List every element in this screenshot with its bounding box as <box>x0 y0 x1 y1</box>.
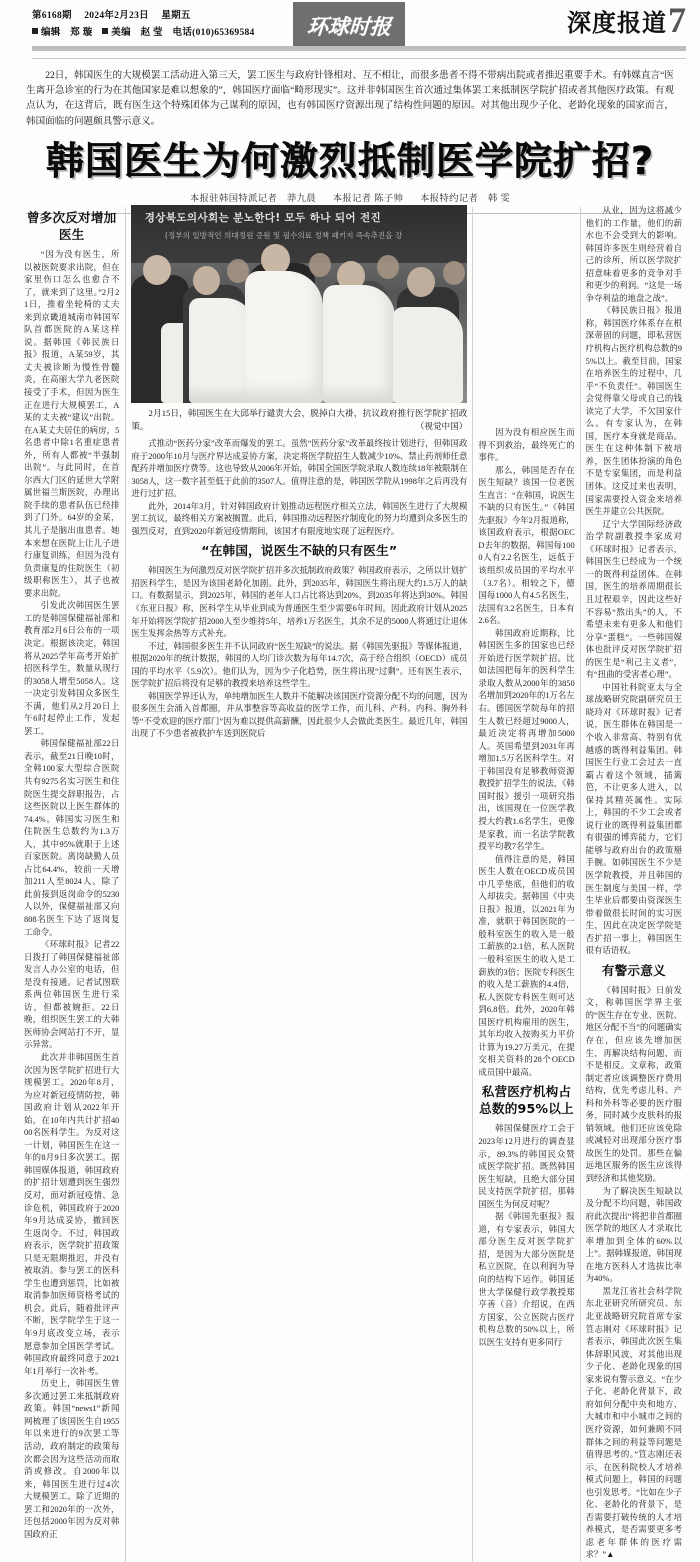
photo-credit: （视觉中国） <box>415 421 468 431</box>
masthead-rule-thin <box>32 58 686 59</box>
column-4 <box>586 205 682 1562</box>
editor-name: 郑 璇 <box>70 27 93 38</box>
paragraph: 《韩国时报》日前发文，称韩国医学界主张的“医生存在专业、医院、地区分配不当”的问题确实存在，但应该先增加医生，再解决结构问题，而不是相反。文章称，政策制定者应该调整医疗费用结构，优先考虑儿科、产科和外科等必要的医疗服务，同时减少皮肤科的报销领域。他们还应该免除或减轻对出现部分医疗事故医生的处罚。那些在偏远地区服务的医生应该得到经济和其他奖励。 <box>585 985 682 1184</box>
headline-block <box>0 138 700 204</box>
photo-banner <box>131 205 467 263</box>
column-1 <box>24 205 120 1562</box>
paragraph: 那么，韩国是否存在医生短缺？该国一位老医生直言：“在韩国，说医生不缺的只有医生。”《韩国先驱报》今年2月报道称，该国政府表示，根据OECD去年的数据，韩国每1000人有2.2名医生，远低于该组织成员国的平均水平（3.7名）。相较之下，德国每1000人有4.5名医生，法国有3.2名医生，日本有2.6名。 <box>478 465 575 626</box>
designer-name: 赵 莹 <box>140 27 163 38</box>
photo-banner-text: 경상북도의사회는 분노한다! 모두 하나 되어 전진 <box>144 212 382 224</box>
paragraph: 此外，2014年3月，针对韩国政府计划推动远程医疗相关立法，韩国医生进行了大规模罢工抗议，最终相关方案被搁置。此后，韩国推动远程医疗制度化的努力均遭到众多医生的强烈反对，直到2020年新冠疫情期间，该国才有限度地实现了远程医疗。 <box>131 501 468 536</box>
photo-head <box>443 261 465 285</box>
editor-label: 编辑 <box>41 27 61 38</box>
bullet-square-icon <box>32 28 38 34</box>
paragraph: 引发此次韩国医生罢工的是韩国保健福祉部和教育部2月6日公布的一项决定。根据该决定，韩国将从2025学年高考开始扩招医科学生，数量从现行的3058人增至5058人。这一决定引发韩国众多医生不满，他们从2月20日上午6时起停止工作，发起罢工。 <box>24 601 120 736</box>
paragraph: 韩国保健福祉部22日表示，截至21日晚10时，全韩100家大型综合医院共有9275名实习医生和住院医生提交辞职报告，占这些医院以上医生群体的74.4%。韩国实习医生和住院医生总数约为1.3万人，其中95%就职于上述百家医院。离岗缺勤人员占比64.4%，较前一天增加211人至8024人。除了此前接到返岗命令的5230人以外，保健福祉部又向808名医生下达了返岗复工命令。 <box>24 739 120 937</box>
byline <box>0 190 700 204</box>
contact-phone: 电话(010)65369584 <box>172 27 255 38</box>
photo-head <box>309 253 331 277</box>
photo-caption <box>131 407 467 433</box>
byline-2: 本报记者 陈子帅 <box>332 193 404 204</box>
paragraph: 此次并非韩国医生首次因为医学院扩招进行大规模罢工。2020年8月，为应对新冠疫情防控，韩国政府计划从2022年开始，在10年内共计扩招4000名医科学生。为反对这一计划，韩国医生在这一年的8月9日多次罢工。据韩国媒体报道，韩国政府的扩招计划遭到医生强烈反对，面对新冠疫情、急诊危机，韩国政府于2020年9月达成妥协，撤回医生返岗令。不过，韩国政府表示，医学院扩招政策只是无限期推迟，并没有被取消。参与罢工的医科学生也遭到惩罚，比如被取消参加医师资格考试的机会。此后，随着批评声不断，医学院学生于这一年9月底改变立场，表示愿意参加全国医学考试。韩国政府最终同意于2021年1月举行一次补考。 <box>24 1053 120 1376</box>
article-body <box>24 205 682 1560</box>
bullet-square-icon-2 <box>102 28 108 34</box>
photo-caption-text: 2月15日，韩国医生在大邱举行谴责大会，脱掉白大褂，抗议政府推行医学院扩招政策。 <box>131 408 468 431</box>
paragraph: 历史上，韩国医生曾多次通过罢工来抵制政府政策。韩国“news1”新闻网梳理了该国医生自1955年以来进行的9次罢工等活动，政府制定的政策每次都会因为这些活动而取消或修改。自2000年以来，韩国医生进行过4次大规模罢工。除了近期的罢工和2020年的一次外，还包括2000年因为反对韩国政府正 <box>24 1379 120 1539</box>
paragraph: 《韩民族日报》报道称，韩国医疗体系存在根深蒂固的问题，即私营医疗机构占医疗机构总数的95%以上。截至目前，国家在培养医生的过程中，几乎“不负责任”。韩国医生会觉得靠父母或自己的钱读完了大学，不欠国家什么。有专家认为，在韩国，医疗本身就是商品。医生在这种体制下被培养，医生团体扮演的角色不是专家集团，而是利益团体。这反过来也表明，国家需要投入资金来培养医生并建立公共医院。 <box>585 306 682 517</box>
section-heading-1: 曾多次反对增加医生 <box>26 210 117 242</box>
paragraph: 中国社科院亚太与全球战略研究院副研究员王晓玲对《环球时报》记者说，医生群体在韩国是一个收入非常高、特别有优越感的既得利益集团。韩国医生行业工会过去一直霸占着这个领域，插篱笆，不让更多人进入，以保持其精英属性。实际上，韩国的不少工会或者说行业的既得利益集团都有很强的博弈能力，它们能够与政府出台的政策掰手腕。如韩国医生不少是医学院教授，并且韩国的医生制度与美国一样，学生毕业后都要由资深医生带着做很长时间的实习医生，因此在决定医学院是否扩招一事上，韩国医生很有话语权。 <box>585 682 682 956</box>
column-2 <box>131 205 467 1562</box>
column-3 <box>478 205 574 1562</box>
paragraph: 因为没有相应医生而得不到救治，最终死亡的事件。 <box>478 428 575 463</box>
section-heading-2: “在韩国，说医生不缺的只有医生” <box>201 543 398 559</box>
paragraph: 韩国医生为何激烈反对医学院扩招并多次抵制政府政策？韩国政府表示，之所以计划扩招医科学生，是因为该国老龄化加剧。此外，到2035年，韩国医生将出现大约1.5万人的缺口。有数据显示，到2025年，韩国的老年人口占比将达到20%，到2035年将达到30%。韩国《东亚日报》称，医科学生从毕业到成为普通医生至少需要6年时间。因此政府计划从2025年开始将医学院扩招2000人至少维持5年，培养1万名医生，其余不足的5000人将通过让退休医生发挥余热等方式补充。 <box>131 566 468 639</box>
photo-spacer <box>478 205 574 427</box>
section-header <box>567 0 686 40</box>
paragraph: 为了解决医生短缺以及分配不均问题，韩国政府此次提出“将把非首都圈医学院的地区人才录取比率增加到全体的60%以上”。据韩媒报道，韩国现在地方医科人才选拔比率为40%。 <box>585 1186 682 1284</box>
issue-number: 第6168期 <box>32 11 72 21</box>
weekday: 星期五 <box>161 11 191 21</box>
lede-paragraph: 22日，韩国医生的大规模罢工活动进入第三天，罢工医生与政府针锋相对、互不相让，而很多患者不得不带病出院或者推迟重要手术。有韩媒直言“医生离开急诊室的行为在其他国家是难以想象的”，韩国医疗面临“畸形现实”。这并非韩国医生首次通过集体罢工来抵制医学院扩招或者其他医疗政策。有观点认为，在这背后，既有医生这个特殊团体为己谋利的原因，也有韩国医疗资源出现了结构性问题的原因。对其他出现少子化、老龄化现象的国家而言，韩国面临的问题颇具警示意义。 <box>26 70 674 127</box>
paper-logo-text: 环球时报 <box>306 15 392 39</box>
section-heading-4: 有警示意义 <box>601 962 666 978</box>
paragraph: 《环球时报》记者22日拨打了韩国保健福祉部发言人办公室的电话，但是没有接通。记者试图联系两位韩国医生进行采访，但都被婉拒。22日晚，组织医生罢工的大韩医师协会网站打不开，显示异常。 <box>24 940 120 1050</box>
paragraph: “因为没有医生，所以被医院要求出院，但在家里伤口怎么也愈合不了，就来到了这里。”2月21日，推着坐轮椅的丈夫来到京畿道城南市韩国军队首都医院的A某这样说。据韩国《韩民族日报》报道，A某59岁，其丈夫被诊断为慢性骨髓炎，在高丽大学九老医院接受了手术，但因为医生正在进行大规模罢工，A某的丈夫被“建议”出院。在A某丈夫居住的病房，5名患者中除1名重症患者外，所有人都被“半强制出院”。与此同时，在首尔西大门区的延世大学附属世福兰斯医院，办理出院手续的患者队伍已经排到了门外。64岁的金某，其儿子是脑出血患者。她本来想在医院上让儿子进行康复训练，但因为没有负责康复的住院医生（初级职称医生），其子也被要求出院。 <box>24 250 120 598</box>
paragraph: 韩国医学界还认为，单纯增加医生人数并不能解决该国医疗资源分配不均的问题，因为很多医生会涌入首都圈，并从事整容等高收益的医学工作，而儿科、产科、内科、胸外科等“不受欢迎的医疗部门”因为难以提供高薪酬，因此很少人会做此类医生。最近几年，韩国出现了不少患者被救护车送到医院后 <box>131 691 468 739</box>
paragraph: 式推动“医药分家”改革而爆发的罢工。虽然“医药分家”改革最终按计划进行，但韩国政府于2000年10月与医疗界达成妥协方案，决定将医学院招生人数减少10%、禁止药剂师任意配药并增加医疗费等。这也导致从2006年开始，韩国全国医学院录取人数连续18年被限制在3058人，这一数字甚至低于此前的3507人。值得注意的是，韩国医学院从1998年之后再没有进行过扩招。 <box>131 439 468 499</box>
photo-coat <box>323 285 395 403</box>
masthead-info <box>32 8 255 41</box>
paragraph: 黑龙江省社会科学院东北亚研究所研究员、东北亚战略研究院首席专家笪志刚对《环球时报》记者表示，韩国此次医生集体辞职风波，对其他出现少子化、老龄化现象的国家来说有警示意义。“在少子化、老龄化背景下，政府如何分配中央和地方、大城市和中小城市之间的医疗资源，如何兼顾不同群体之间的利益等问题是值得思考的。”笪志刚还表示，在医科院校人才培养模式问题上，韩国的问题也引发思考。“比如在少子化、老龄化的背景下，是否需要打破传统的人才培养模式，是否需要更多考虑老年群体的医疗需求？”▲ <box>585 1286 682 1560</box>
paragraph: 韩国政府近期称，比韩国医生多的国家也已经开始进行医学院扩招。比如法国把每年的医科学生录取人数从2000年的3850名增加到2020年的1万名左右。德国医学院每年的招生人数已经超过9000人，最近决定将再增加5000人。英国希望到2031年再增加1.5万名医科学生。对于韩国没有足够教师资源教授扩招学生的说法，《韩国时报》援引一项研究指出，该国现在一位医学教授大约教1.6名学生，更像是家教，而一名法学院教授平均教7名学生。 <box>478 628 575 852</box>
paragraph: 辽宁大学国际经济政治学院副教授李家成对《环球时报》记者表示，韩国医生已经成为一个统一的既得利益团体。在韩国，医生的培养周期很长且过程艰辛，因此这些好不容易“熬出头”的人，不希望未来有更多人和他们分享“蛋糕”。一些韩国媒体也批评反对医学院扩招的医生是“利己主义者”，有“扭曲的受害者心理”。 <box>585 519 682 680</box>
paragraph: 韩国保健医疗工会于2023年12月进行的调查显示，89.3%的韩国民众赞成医学院扩招。既然韩国医生短缺，且绝大部分国民支持医学院扩招，那韩国医生为何反对呢？ <box>478 1124 575 1209</box>
photo-banner-subtext: (정부의 일방적인 의대정원 증원 및 필수의료 정책 패키지 즉속추진을 강 <box>164 231 403 240</box>
paragraph: 值得注意的是，韩国医生人数在OECD成员国中几乎垫底，但他们的收入却拔尖。据韩国《中央日报》报道，以2021年为准，就职于韩国医院的一般科室医生的收入是一般工薪族的2.1倍，私人医院一般科室医生的收入是工薪族的3倍；医院专科医生的收入是工薪族的4.4倍，私人医院专科医生则可达到6.8倍。此外，2020年韩国医疗机构雇用的医生，其年均收入按购买力平价计算为19.27万美元，在提交相关资料的28个OECD成员国中最高。 <box>478 854 575 1077</box>
designer-label: 美编 <box>111 27 131 38</box>
photo-head <box>377 255 399 279</box>
paper-logo <box>293 2 405 50</box>
byline-1: 本报驻韩国特派记者 莽九晨 <box>189 193 316 204</box>
byline-3: 本报特约记者 韩 雯 <box>420 193 511 204</box>
photo-coat <box>245 271 323 403</box>
photo-coat <box>393 307 463 403</box>
photo-block <box>131 205 467 433</box>
paragraph: 从业，因为这将减少他们的工作量，他们的薪水也不会受到大的影响。韩国许多医生则经营着自己的诊所，所以医学院扩招意味着更多的竞争对手和更少的利润。“这是一场争夺利益的地盘之战”。 <box>585 206 682 303</box>
publish-date: 2024年2月23日 <box>84 11 149 21</box>
section-title: 深度报道 <box>567 10 667 37</box>
masthead <box>0 0 700 52</box>
page-number: 7 <box>668 0 686 40</box>
section-heading-3: 私营医疗机构占总数的95%以上 <box>479 1084 574 1117</box>
masthead-issue-line <box>32 8 255 25</box>
protest-photo <box>131 205 467 403</box>
masthead-credits-line <box>32 25 255 42</box>
masthead-rule <box>32 46 686 51</box>
paragraph: 据《韩国先驱报》报道，有专家表示，韩国大部分医生反对医学院扩招，是因为大部分医院是私立医院，在以利润为导向的结构下运作。韩国延世大学保健行政学教授郑亨善（音）介绍说，在西方国家，公立医院占医疗机构总数的50%以上，所以医生支持有更多同行 <box>478 1212 575 1347</box>
paragraph: 不过，韩国很多医生并不认同政府“医生短缺”的说法。据《韩国先驱报》等媒体报道，根据2020年的统计数据，韩国的人均门诊次数为每年14.7次，高于经合组织（OECD）成员国的平均水平（5.9次）。他们认为，因为少子化趋势，医生将出现“过剩”。还有医生表示，医学院扩招后将没有足够的教授来培养这些学生。 <box>131 641 468 689</box>
page-title: 韩国医生为何激烈抵制医学院扩招? <box>45 138 655 183</box>
